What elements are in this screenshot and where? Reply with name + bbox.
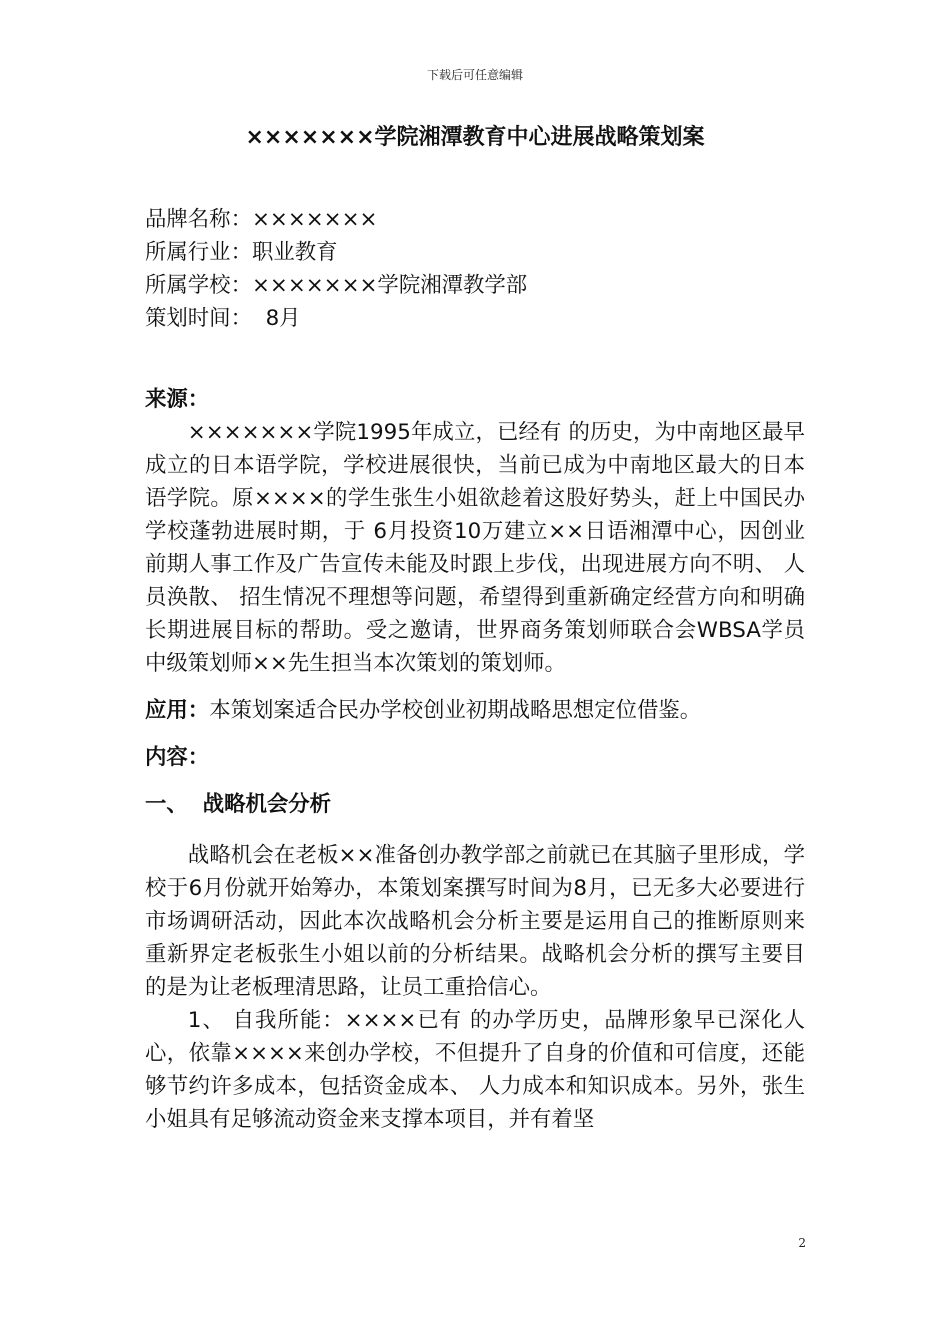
application-line <box>145 694 805 727</box>
content-heading: 内容： <box>145 745 210 770</box>
source-heading: 来源： <box>145 387 210 412</box>
meta-brand: 品牌名称：××××××× <box>145 207 378 232</box>
source-paragraph: ×××××××学院1995年成立，已经有 的历史，为中南地区最早成立的日本语学院，学校进展很快，当前已成为中南地区最大的日本语学院。原××××的学生张生小姐欲趁着这股好势头，赶上中国民办学校蓬勃进展时期，于 6月投资10万建立××日语湘潭中心，因创业前期人事工作及广告宣传未能及时跟上步伐，出现进展方向不明、 人员涣散、 招生情况不理想等问题，希望得到重新确定经营方向和明确长期进展目标的帮助。受之邀请，世界商务策划师联合会WBSA学员中级策划师××先生担当本次策划的策划师。 <box>145 420 805 676</box>
meta-block <box>145 203 805 335</box>
application-heading: 应用： <box>145 698 210 723</box>
document-title: ×××××××学院湘潭教育中心进展战略策划案 <box>245 125 705 150</box>
section1-paragraph-1: 战略机会在老板××准备创办教学部之前就已在其脑子里形成，学校于6月份就开始筹办，本策划案撰写时间为8月，已无多大必要进行市场调研活动，因此本次战略机会分析主要是运用自己的推断原则来重新界定老板张生小姐以前的分析结果。战略机会分析的撰写主要目的是为让老板理清思路，让员工重拾信心。 <box>145 843 805 1000</box>
document-body <box>145 203 805 1136</box>
page-number: 2 <box>798 1236 806 1250</box>
section1-paragraph-2: 1、 自我所能：××××已有 的办学历史，品牌形象早已深化人心，依靠××××来创办学校，不但提升了自身的价值和可信度，还能够节约许多成本，包括资金成本、 人力成本和知识成本。另外，张生小姐具有足够流动资金来支撑本项目，并有着坚 <box>145 1008 805 1132</box>
header-note: 下载后可任意编辑 <box>426 68 523 82</box>
section1-heading: 一、 战略机会分析 <box>145 792 332 817</box>
application-text: 本策划案适合民办学校创业初期战略思想定位借鉴。 <box>209 698 702 723</box>
meta-industry: 所属行业：职业教育 <box>145 240 338 265</box>
meta-date: 策划时间： 8月 <box>145 306 301 331</box>
meta-school: 所属学校：×××××××学院湘潭教学部 <box>145 273 528 298</box>
